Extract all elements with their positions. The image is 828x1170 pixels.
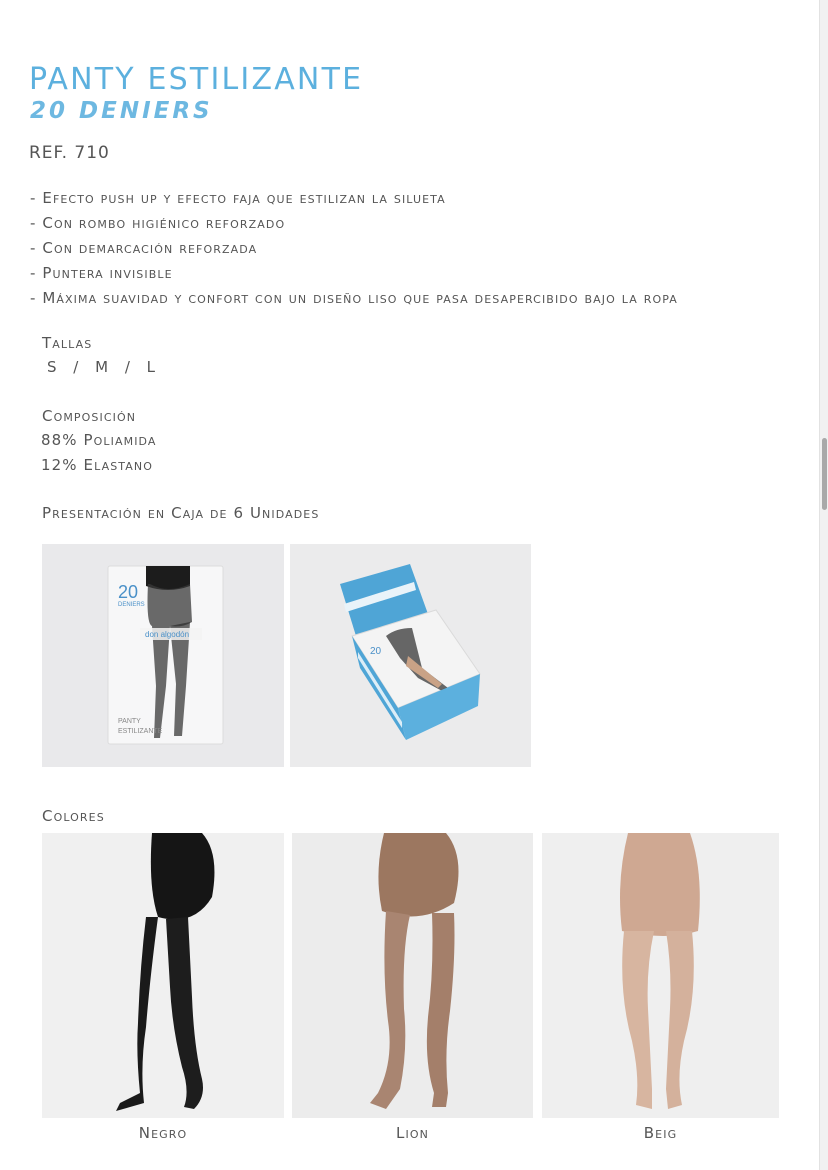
- composition-line: 12% Elastano: [41, 456, 153, 474]
- feature-item: - Puntera invisible: [30, 264, 173, 282]
- color-photo-lion: [292, 833, 533, 1118]
- legs-lion-illustration: [292, 833, 533, 1118]
- color-photo-negro: [42, 833, 284, 1118]
- vertical-scrollbar[interactable]: [819, 0, 828, 1170]
- legs-beig-illustration: [542, 833, 779, 1118]
- feature-item: - Efecto push up y efecto faja que estilizan la silueta: [30, 189, 446, 207]
- product-ref: REF. 710: [29, 143, 110, 163]
- color-photo-beig: [542, 833, 779, 1118]
- box-name-line1: PANTY: [118, 718, 141, 725]
- legs-negro-illustration: [42, 833, 284, 1118]
- sizes-label: Tallas: [42, 334, 93, 352]
- box-brand: don algodón: [145, 630, 190, 639]
- colors-label: Colores: [42, 807, 105, 825]
- composition-line: 88% Poliamida: [41, 431, 157, 449]
- sizes-value: S / M / L: [47, 358, 161, 376]
- presentation-label: Presentación en Caja de 6 Unidades: [42, 504, 320, 522]
- product-subtitle: 20 DENIERS: [30, 98, 213, 124]
- color-name-beig: Beig: [643, 1124, 678, 1142]
- box-number: 20: [118, 582, 139, 602]
- display-box-number: 20: [370, 646, 382, 657]
- feature-item: - Con rombo higiénico reforzado: [30, 214, 286, 232]
- box-deniers: DENIERS: [118, 602, 145, 608]
- feature-list: [30, 186, 678, 311]
- box-display-illustration: [290, 544, 531, 767]
- product-title: PANTY ESTILIZANTE: [29, 62, 364, 97]
- feature-item: - Con demarcación reforzada: [30, 239, 258, 257]
- composition-label: Composición: [42, 407, 137, 425]
- box-display-photo: [290, 544, 531, 767]
- feature-item: - Máxima suavidad y confort con un diseño liso que pasa desapercibido bajo la ropa: [30, 289, 678, 307]
- box-name-line2: ESTILIZANTE: [118, 728, 163, 735]
- color-name-lion: Lion: [396, 1124, 429, 1142]
- color-name-negro: Negro: [138, 1124, 188, 1142]
- scrollbar-thumb[interactable]: [822, 438, 827, 510]
- box-front-photo: [42, 544, 284, 767]
- box-front-illustration: [42, 544, 284, 767]
